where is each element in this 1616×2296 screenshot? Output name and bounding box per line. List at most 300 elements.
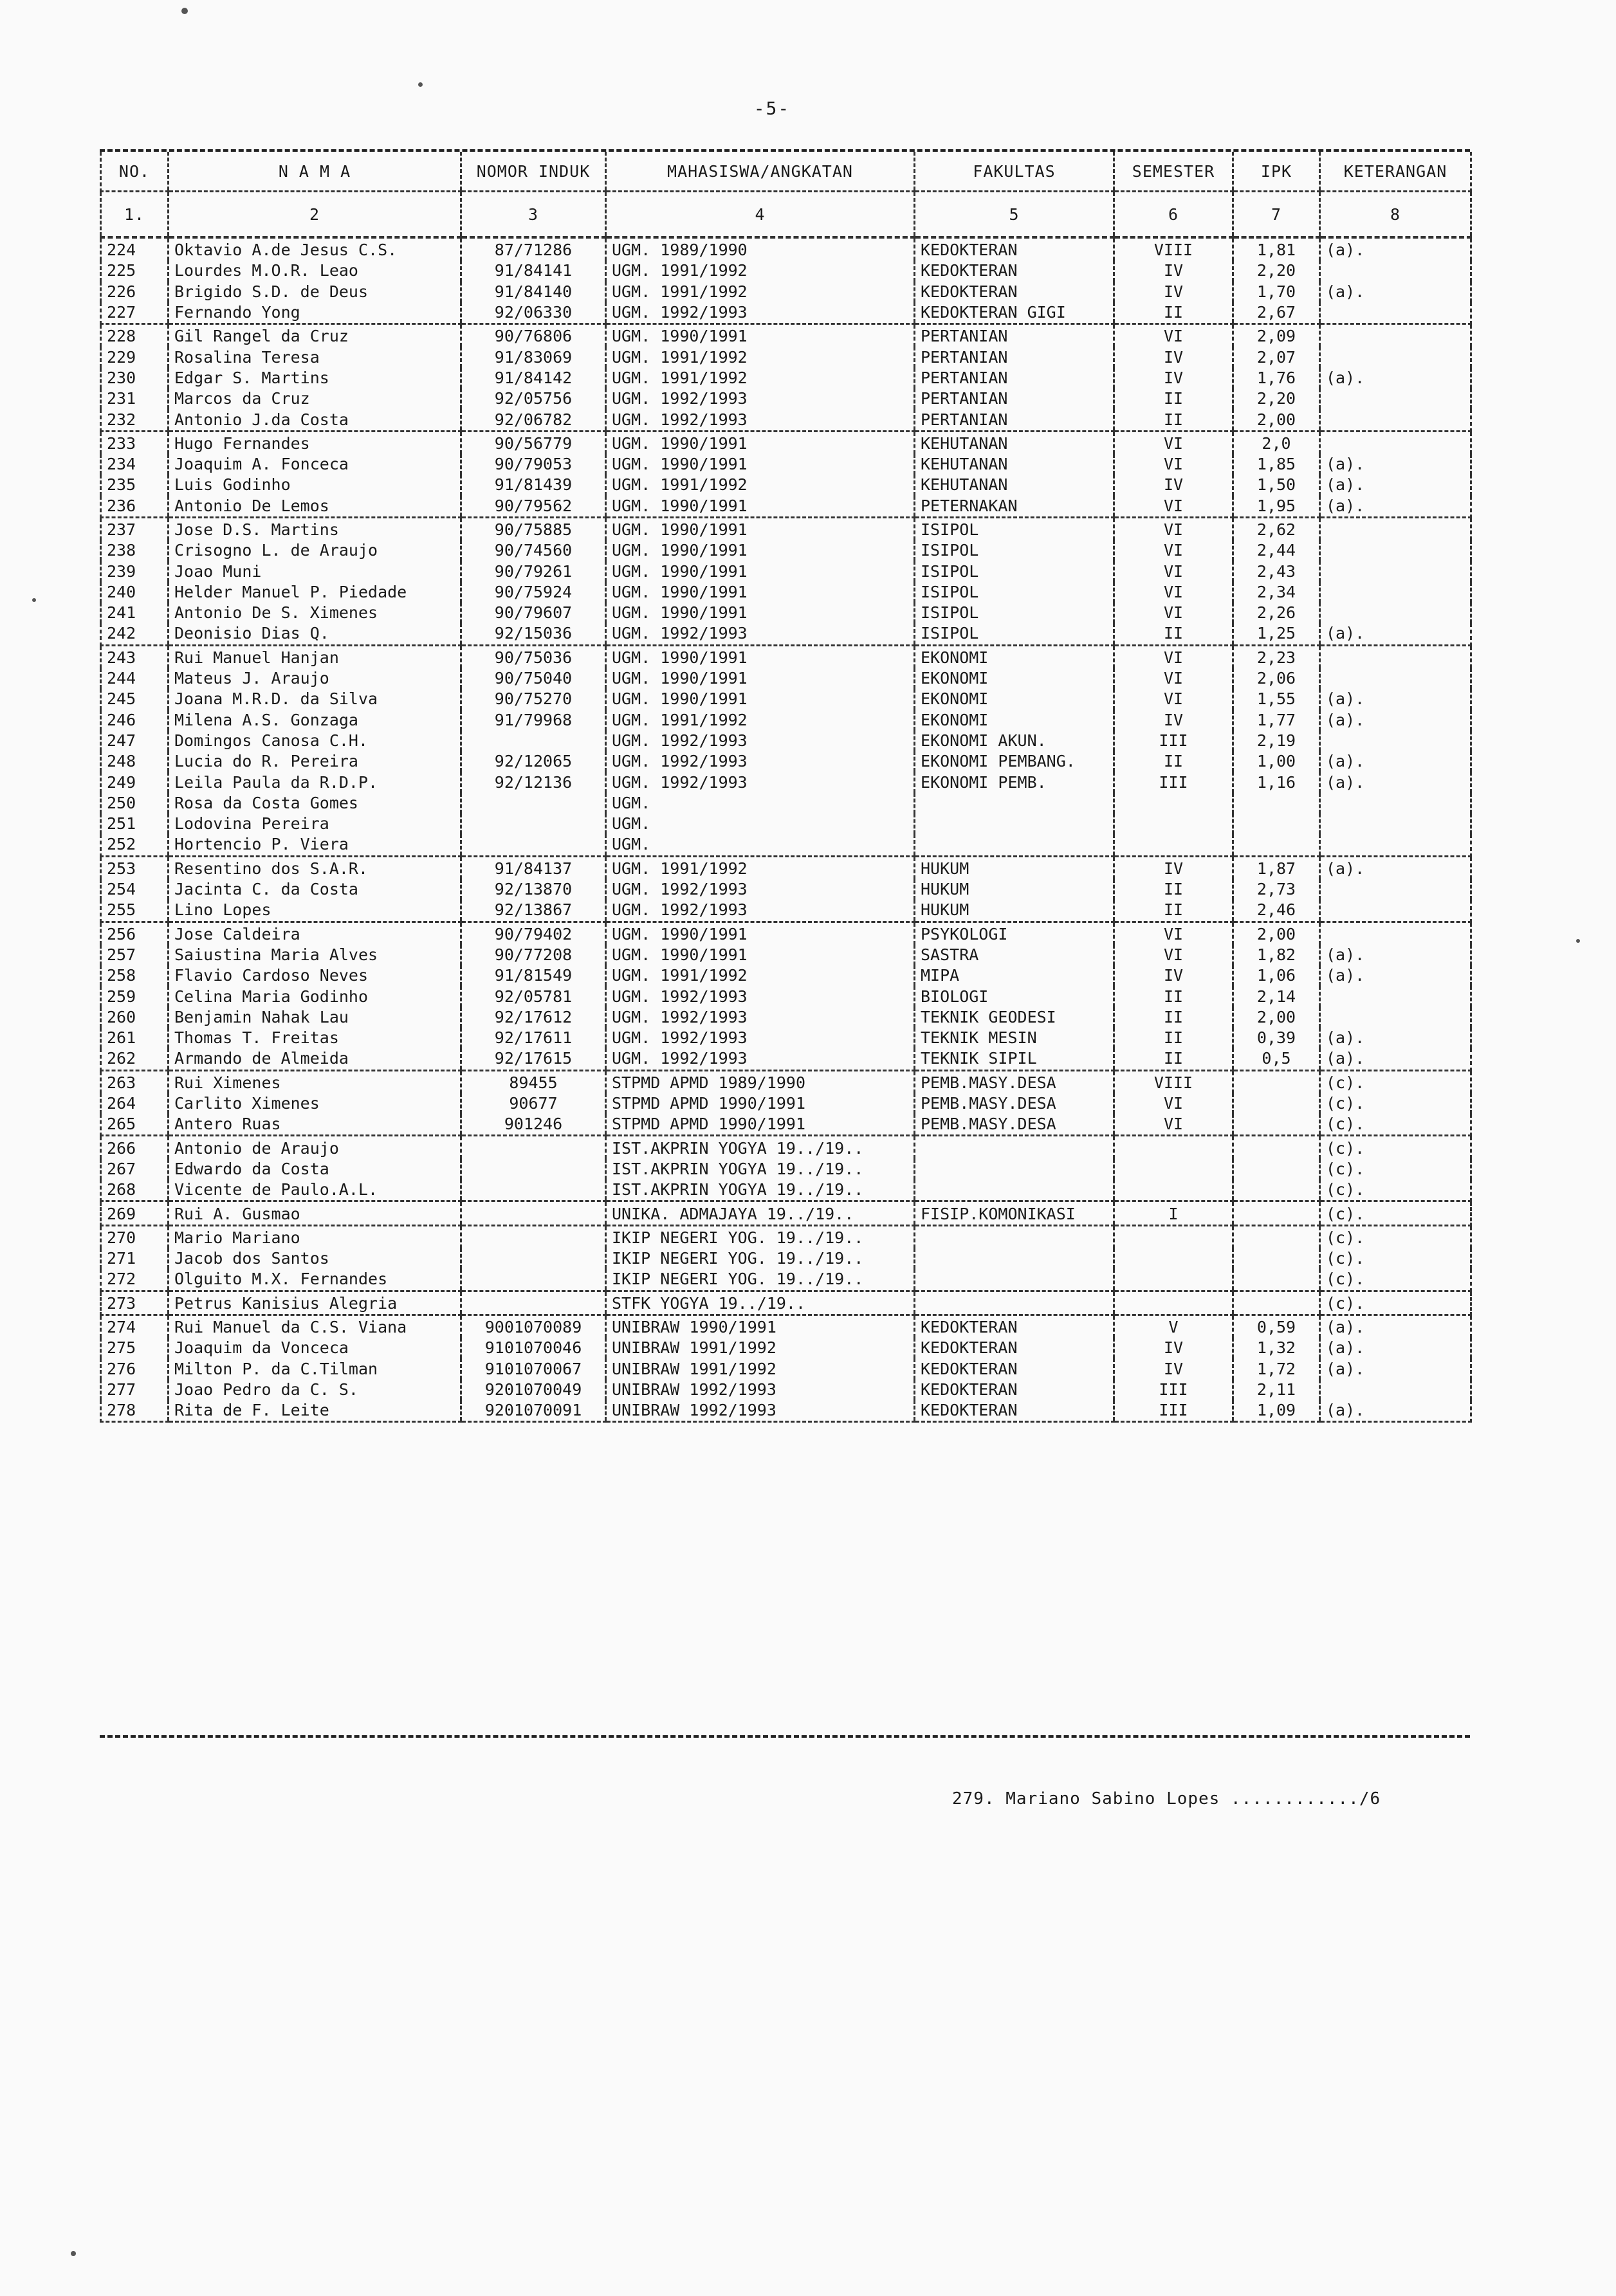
cell-nomor-induk: 92/05781 [461, 986, 606, 1007]
cell-ipk [1233, 1225, 1320, 1248]
cell-nomor-induk: 90/77208 [461, 945, 606, 965]
cell-mahasiswa-angkatan: IKIP NEGERI YOG. 19../19.. [606, 1225, 915, 1248]
cell-nama: Lourdes M.O.R. Leao [169, 260, 461, 281]
cell-no: 234 [101, 454, 169, 475]
cell-semester: II [1114, 879, 1233, 900]
cell-nomor-induk: 89455 [461, 1070, 606, 1093]
cell-fakultas: TEKNIK MESIN [915, 1028, 1114, 1048]
cell-nomor-induk: 901246 [461, 1114, 606, 1136]
cell-mahasiswa-angkatan: UGM. 1991/1992 [606, 282, 915, 302]
cell-mahasiswa-angkatan: UGM. 1990/1991 [606, 945, 915, 965]
cell-ipk: 2,00 [1233, 1007, 1320, 1028]
cell-semester [1114, 1136, 1233, 1159]
cell-fakultas: PERTANIAN [915, 388, 1114, 409]
cell-nomor-induk [461, 1136, 606, 1159]
cell-keterangan: (c). [1320, 1291, 1471, 1315]
table-row [101, 1291, 1471, 1315]
cell-nama: Petrus Kanisius Alegria [169, 1291, 461, 1315]
cell-no: 277 [101, 1380, 169, 1400]
cell-mahasiswa-angkatan: UGM. 1992/1993 [606, 879, 915, 900]
cell-ipk: 2,06 [1233, 668, 1320, 689]
cell-mahasiswa-angkatan: UNIBRAW 1990/1991 [606, 1315, 915, 1338]
cell-keterangan: (a). [1320, 282, 1471, 302]
cell-no: 275 [101, 1338, 169, 1358]
cell-nama: Resentino dos S.A.R. [169, 856, 461, 879]
cell-ipk [1233, 1114, 1320, 1136]
cell-keterangan: (a). [1320, 1315, 1471, 1338]
cell-mahasiswa-angkatan: IST.AKPRIN YOGYA 19../19.. [606, 1159, 915, 1180]
cell-nomor-induk: 92/17615 [461, 1048, 606, 1070]
cell-ipk [1233, 1269, 1320, 1291]
cell-mahasiswa-angkatan: UGM. 1991/1992 [606, 368, 915, 388]
cell-keterangan: (a). [1320, 1358, 1471, 1379]
cell-fakultas: PERTANIAN [915, 409, 1114, 431]
cell-semester: VI [1114, 1093, 1233, 1114]
cell-mahasiswa-angkatan: UGM. 1991/1992 [606, 965, 915, 986]
cell-nama: Rui Manuel Hanjan [169, 645, 461, 668]
cell-keterangan [1320, 582, 1471, 603]
cell-mahasiswa-angkatan: UGM. 1990/1991 [606, 517, 915, 540]
cell-fakultas [915, 814, 1114, 834]
cell-mahasiswa-angkatan: UGM. 1991/1992 [606, 347, 915, 367]
cell-fakultas [915, 834, 1114, 856]
cell-fakultas: PEMB.MASY.DESA [915, 1070, 1114, 1093]
cell-semester: VI [1114, 603, 1233, 623]
table-row [101, 260, 1471, 281]
cell-fakultas [915, 1225, 1114, 1248]
table-row [101, 793, 1471, 814]
cell-nama: Lucia do R. Pereira [169, 751, 461, 772]
table-row [101, 1338, 1471, 1358]
cell-nomor-induk: 90/75270 [461, 689, 606, 709]
column-header-row [101, 152, 1471, 192]
table-row [101, 1093, 1471, 1114]
cell-ipk: 1,85 [1233, 454, 1320, 475]
cell-fakultas: PERTANIAN [915, 324, 1114, 347]
cell-no: 249 [101, 772, 169, 792]
table-row [101, 1028, 1471, 1048]
cell-semester [1114, 1225, 1233, 1248]
cell-no: 243 [101, 645, 169, 668]
cell-mahasiswa-angkatan: UGM. 1991/1992 [606, 260, 915, 281]
cell-nomor-induk: 90/75924 [461, 582, 606, 603]
cell-semester: IV [1114, 282, 1233, 302]
cell-mahasiswa-angkatan: UNIKA. ADMAJAYA 19../19.. [606, 1201, 915, 1225]
cell-nomor-induk: 92/13867 [461, 900, 606, 922]
table-row [101, 814, 1471, 834]
cell-fakultas: PERTANIAN [915, 368, 1114, 388]
cell-mahasiswa-angkatan: IKIP NEGERI YOG. 19../19.. [606, 1248, 915, 1269]
table-row [101, 1269, 1471, 1291]
cell-semester: VIII [1114, 237, 1233, 260]
cell-keterangan [1320, 347, 1471, 367]
cell-fakultas: KEDOKTERAN [915, 1358, 1114, 1379]
cell-fakultas: PERTANIAN [915, 347, 1114, 367]
col-index: 5 [915, 192, 1114, 238]
table-row [101, 1048, 1471, 1070]
cell-mahasiswa-angkatan: UNIBRAW 1992/1993 [606, 1400, 915, 1422]
cell-keterangan: (a). [1320, 1048, 1471, 1070]
cell-nomor-induk: 92/17612 [461, 1007, 606, 1028]
cell-ipk: 1,95 [1233, 496, 1320, 518]
table-row [101, 668, 1471, 689]
col-header-nama: N A M A [169, 152, 461, 192]
cell-nomor-induk: 90/79562 [461, 496, 606, 518]
cell-semester: IV [1114, 856, 1233, 879]
cell-mahasiswa-angkatan: UGM. 1991/1992 [606, 856, 915, 879]
cell-no: 242 [101, 623, 169, 645]
table-row [101, 324, 1471, 347]
cell-nama: Benjamin Nahak Lau [169, 1007, 461, 1028]
cell-ipk: 2,09 [1233, 324, 1320, 347]
cell-nama: Saiustina Maria Alves [169, 945, 461, 965]
cell-ipk: 1,76 [1233, 368, 1320, 388]
cell-nomor-induk: 9101070046 [461, 1338, 606, 1358]
cell-ipk: 2,0 [1233, 431, 1320, 454]
cell-keterangan: (a). [1320, 454, 1471, 475]
cell-ipk: 2,46 [1233, 900, 1320, 922]
cell-semester: II [1114, 623, 1233, 645]
cell-nama: Antero Ruas [169, 1114, 461, 1136]
cell-keterangan [1320, 814, 1471, 834]
cell-nama: Domingos Canosa C.H. [169, 731, 461, 751]
cell-nomor-induk: 90/75036 [461, 645, 606, 668]
cell-keterangan [1320, 668, 1471, 689]
cell-no: 252 [101, 834, 169, 856]
cell-semester: V [1114, 1315, 1233, 1338]
cell-mahasiswa-angkatan: UGM. 1989/1990 [606, 237, 915, 260]
table-row [101, 454, 1471, 475]
cell-mahasiswa-angkatan: UGM. 1990/1991 [606, 454, 915, 475]
cell-nomor-induk: 90/75040 [461, 668, 606, 689]
cell-semester: I [1114, 1201, 1233, 1225]
table-row [101, 409, 1471, 431]
cell-ipk: 1,50 [1233, 475, 1320, 495]
cell-keterangan [1320, 879, 1471, 900]
cell-no: 265 [101, 1114, 169, 1136]
scan-speck [32, 598, 36, 602]
cell-ipk: 2,11 [1233, 1380, 1320, 1400]
cell-mahasiswa-angkatan: UGM. 1992/1993 [606, 623, 915, 645]
cell-nomor-induk [461, 1159, 606, 1180]
col-header-mahasiswa-angkatan: MAHASISWA/ANGKATAN [606, 152, 915, 192]
table-row [101, 710, 1471, 731]
col-header-fakultas: FAKULTAS [915, 152, 1114, 192]
col-index: 2 [169, 192, 461, 238]
table-row [101, 731, 1471, 751]
cell-ipk [1233, 793, 1320, 814]
cell-keterangan [1320, 834, 1471, 856]
cell-fakultas: PEMB.MASY.DESA [915, 1114, 1114, 1136]
cell-ipk: 1,82 [1233, 945, 1320, 965]
cell-nomor-induk: 91/84140 [461, 282, 606, 302]
cell-nama: Rita de F. Leite [169, 1400, 461, 1422]
cell-no: 269 [101, 1201, 169, 1225]
cell-no: 236 [101, 496, 169, 518]
cell-fakultas: KEHUTANAN [915, 431, 1114, 454]
cell-mahasiswa-angkatan: UGM. 1990/1991 [606, 668, 915, 689]
table-row [101, 986, 1471, 1007]
cell-keterangan: (c). [1320, 1114, 1471, 1136]
cell-ipk: 1,00 [1233, 751, 1320, 772]
cell-ipk: 2,19 [1233, 731, 1320, 751]
col-header-semester: SEMESTER [1114, 152, 1233, 192]
table-row [101, 689, 1471, 709]
cell-keterangan [1320, 922, 1471, 945]
footer-continuation-note: 279. Mariano Sabino Lopes ............/6 [952, 1789, 1381, 1809]
cell-fakultas: EKONOMI [915, 645, 1114, 668]
cell-keterangan: (a). [1320, 751, 1471, 772]
cell-mahasiswa-angkatan: UGM. 1992/1993 [606, 986, 915, 1007]
cell-mahasiswa-angkatan: STPMD APMD 1990/1991 [606, 1114, 915, 1136]
cell-ipk: 1,77 [1233, 710, 1320, 731]
cell-mahasiswa-angkatan: IST.AKPRIN YOGYA 19../19.. [606, 1136, 915, 1159]
scan-speck [181, 8, 188, 14]
cell-fakultas [915, 1159, 1114, 1180]
cell-ipk: 1,32 [1233, 1338, 1320, 1358]
cell-keterangan: (a). [1320, 1028, 1471, 1048]
cell-fakultas: KEDOKTERAN [915, 282, 1114, 302]
cell-fakultas: EKONOMI PEMB. [915, 772, 1114, 792]
table-row [101, 1315, 1471, 1338]
cell-mahasiswa-angkatan: UGM. 1990/1991 [606, 645, 915, 668]
cell-keterangan: (a). [1320, 496, 1471, 518]
cell-semester: IV [1114, 1358, 1233, 1379]
cell-fakultas [915, 1248, 1114, 1269]
cell-nama: Milena A.S. Gonzaga [169, 710, 461, 731]
cell-nama: Luis Godinho [169, 475, 461, 495]
cell-no: 273 [101, 1291, 169, 1315]
cell-fakultas: TEKNIK GEODESI [915, 1007, 1114, 1028]
cell-nama: Jacob dos Santos [169, 1248, 461, 1269]
cell-fakultas: KEDOKTERAN [915, 1380, 1114, 1400]
cell-keterangan: (a). [1320, 237, 1471, 260]
cell-nomor-induk [461, 1225, 606, 1248]
cell-keterangan: (c). [1320, 1136, 1471, 1159]
cell-semester [1114, 793, 1233, 814]
cell-keterangan: (c). [1320, 1201, 1471, 1225]
table-row [101, 431, 1471, 454]
cell-no: 246 [101, 710, 169, 731]
cell-nomor-induk: 92/05756 [461, 388, 606, 409]
cell-keterangan: (a). [1320, 965, 1471, 986]
table-row [101, 388, 1471, 409]
cell-nama: Rui A. Gusmao [169, 1201, 461, 1225]
cell-ipk [1233, 814, 1320, 834]
cell-nama: Mario Mariano [169, 1225, 461, 1248]
table-row [101, 879, 1471, 900]
cell-nomor-induk [461, 1291, 606, 1315]
cell-nama: Edwardo da Costa [169, 1159, 461, 1180]
cell-ipk: 1,55 [1233, 689, 1320, 709]
cell-nomor-induk: 90/79402 [461, 922, 606, 945]
cell-mahasiswa-angkatan: UGM. 1992/1993 [606, 1048, 915, 1070]
cell-ipk [1233, 1248, 1320, 1269]
cell-no: 258 [101, 965, 169, 986]
table-row [101, 1114, 1471, 1136]
cell-no: 251 [101, 814, 169, 834]
table-row [101, 582, 1471, 603]
cell-ipk: 1,81 [1233, 237, 1320, 260]
table-row [101, 1358, 1471, 1379]
table-row [101, 1400, 1471, 1422]
cell-nama: Edgar S. Martins [169, 368, 461, 388]
cell-mahasiswa-angkatan: STPMD APMD 1989/1990 [606, 1070, 915, 1093]
cell-nama: Joaquim da Vonceca [169, 1338, 461, 1358]
student-table [100, 152, 1472, 1423]
cell-nomor-induk [461, 1248, 606, 1269]
cell-no: 237 [101, 517, 169, 540]
cell-no: 268 [101, 1180, 169, 1201]
cell-semester: II [1114, 751, 1233, 772]
cell-semester [1114, 814, 1233, 834]
cell-keterangan: (c). [1320, 1269, 1471, 1291]
table-row [101, 1007, 1471, 1028]
cell-nomor-induk: 9101070067 [461, 1358, 606, 1379]
cell-nomor-induk [461, 1201, 606, 1225]
cell-semester: IV [1114, 368, 1233, 388]
cell-ipk: 2,26 [1233, 603, 1320, 623]
table-row [101, 1159, 1471, 1180]
cell-mahasiswa-angkatan: UGM. 1990/1991 [606, 689, 915, 709]
cell-semester [1114, 1269, 1233, 1291]
cell-nama: Joana M.R.D. da Silva [169, 689, 461, 709]
cell-semester: VI [1114, 324, 1233, 347]
cell-nomor-induk: 90/56779 [461, 431, 606, 454]
cell-mahasiswa-angkatan: UGM. 1992/1993 [606, 1028, 915, 1048]
cell-semester [1114, 1159, 1233, 1180]
cell-mahasiswa-angkatan: UNIBRAW 1991/1992 [606, 1358, 915, 1379]
cell-semester: IV [1114, 475, 1233, 495]
cell-fakultas: KEHUTANAN [915, 454, 1114, 475]
table-row [101, 237, 1471, 260]
cell-nama: Mateus J. Araujo [169, 668, 461, 689]
cell-keterangan: (a). [1320, 689, 1471, 709]
cell-keterangan: (c). [1320, 1225, 1471, 1248]
cell-nama: Rui Ximenes [169, 1070, 461, 1093]
cell-semester: VI [1114, 945, 1233, 965]
cell-ipk: 1,25 [1233, 623, 1320, 645]
cell-semester: VI [1114, 582, 1233, 603]
cell-semester: IV [1114, 347, 1233, 367]
cell-ipk: 0,59 [1233, 1315, 1320, 1338]
cell-no: 248 [101, 751, 169, 772]
cell-semester: II [1114, 986, 1233, 1007]
cell-nama: Oktavio A.de Jesus C.S. [169, 237, 461, 260]
cell-semester: IV [1114, 260, 1233, 281]
cell-nama: Gil Rangel da Cruz [169, 324, 461, 347]
cell-fakultas: HUKUM [915, 856, 1114, 879]
cell-nama: Celina Maria Godinho [169, 986, 461, 1007]
cell-fakultas: ISIPOL [915, 517, 1114, 540]
cell-no: 226 [101, 282, 169, 302]
cell-keterangan [1320, 731, 1471, 751]
cell-semester: VI [1114, 922, 1233, 945]
cell-keterangan: (c). [1320, 1159, 1471, 1180]
cell-semester [1114, 834, 1233, 856]
cell-nomor-induk: 92/12065 [461, 751, 606, 772]
table-row [101, 965, 1471, 986]
cell-ipk: 2,14 [1233, 986, 1320, 1007]
cell-fakultas: ISIPOL [915, 540, 1114, 561]
cell-semester: II [1114, 409, 1233, 431]
cell-no: 259 [101, 986, 169, 1007]
cell-nomor-induk: 91/81439 [461, 475, 606, 495]
cell-semester [1114, 1248, 1233, 1269]
cell-no: 239 [101, 561, 169, 581]
cell-fakultas: PETERNAKAN [915, 496, 1114, 518]
cell-keterangan: (a). [1320, 368, 1471, 388]
table-row [101, 347, 1471, 367]
cell-nama: Helder Manuel P. Piedade [169, 582, 461, 603]
cell-semester: VI [1114, 1114, 1233, 1136]
cell-fakultas: SASTRA [915, 945, 1114, 965]
cell-fakultas: PSYKOLOGI [915, 922, 1114, 945]
cell-no: 238 [101, 540, 169, 561]
cell-semester: VI [1114, 454, 1233, 475]
col-index: 1. [101, 192, 169, 238]
cell-no: 256 [101, 922, 169, 945]
cell-keterangan [1320, 645, 1471, 668]
scan-speck [1576, 939, 1580, 943]
cell-semester: VI [1114, 540, 1233, 561]
cell-keterangan [1320, 603, 1471, 623]
cell-mahasiswa-angkatan: UGM. 1991/1992 [606, 475, 915, 495]
cell-nama: Lino Lopes [169, 900, 461, 922]
col-index: 6 [1114, 192, 1233, 238]
cell-mahasiswa-angkatan: UNIBRAW 1992/1993 [606, 1380, 915, 1400]
cell-nama: Jose D.S. Martins [169, 517, 461, 540]
cell-nomor-induk: 87/71286 [461, 237, 606, 260]
cell-no: 231 [101, 388, 169, 409]
cell-keterangan: (a). [1320, 856, 1471, 879]
cell-semester: VI [1114, 689, 1233, 709]
cell-semester: VI [1114, 431, 1233, 454]
cell-mahasiswa-angkatan: UGM. 1992/1993 [606, 731, 915, 751]
cell-ipk: 2,07 [1233, 347, 1320, 367]
cell-fakultas [915, 1291, 1114, 1315]
cell-ipk: 0,39 [1233, 1028, 1320, 1048]
cell-keterangan: (a). [1320, 1338, 1471, 1358]
table-body [101, 237, 1471, 1422]
table-row [101, 1248, 1471, 1269]
cell-no: 244 [101, 668, 169, 689]
cell-ipk: 2,23 [1233, 645, 1320, 668]
cell-keterangan [1320, 986, 1471, 1007]
cell-no: 266 [101, 1136, 169, 1159]
cell-keterangan: (c). [1320, 1248, 1471, 1269]
cell-no: 227 [101, 302, 169, 324]
cell-nomor-induk: 90/79607 [461, 603, 606, 623]
cell-nama: Olguito M.X. Fernandes [169, 1269, 461, 1291]
cell-ipk [1233, 1201, 1320, 1225]
cell-nomor-induk: 90/75885 [461, 517, 606, 540]
page-number: -5- [753, 98, 791, 119]
cell-fakultas: TEKNIK SIPIL [915, 1048, 1114, 1070]
cell-fakultas: EKONOMI PEMBANG. [915, 751, 1114, 772]
cell-ipk [1233, 1159, 1320, 1180]
cell-fakultas: EKONOMI [915, 710, 1114, 731]
cell-ipk: 1,06 [1233, 965, 1320, 986]
table-row [101, 922, 1471, 945]
cell-nomor-induk [461, 814, 606, 834]
table-row [101, 1136, 1471, 1159]
cell-fakultas: KEDOKTERAN [915, 1338, 1114, 1358]
cell-nama: Rosalina Teresa [169, 347, 461, 367]
table-row [101, 1180, 1471, 1201]
cell-fakultas [915, 1269, 1114, 1291]
cell-ipk: 1,16 [1233, 772, 1320, 792]
